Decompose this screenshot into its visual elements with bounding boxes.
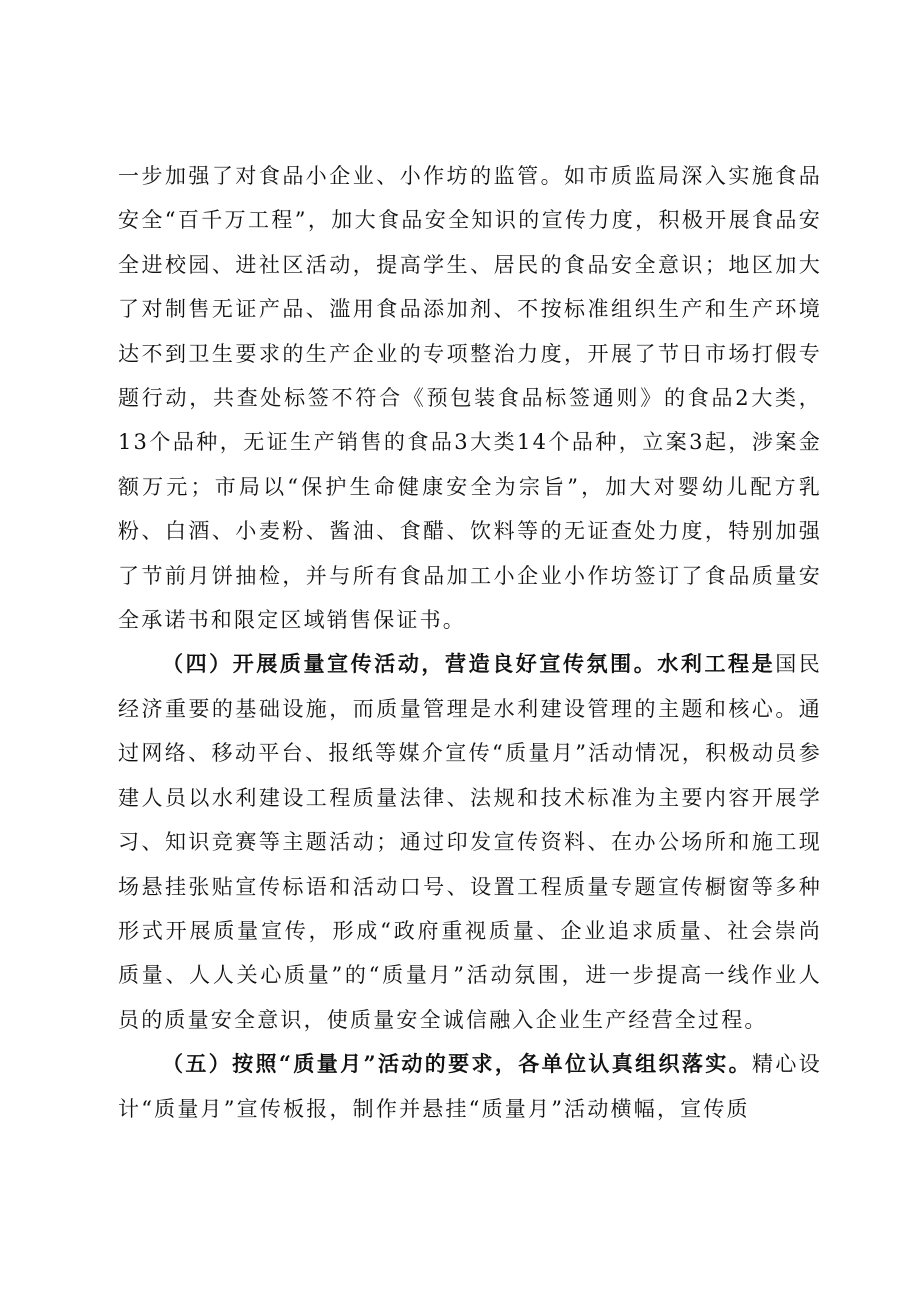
paragraph-heading: （四）开展质量宣传活动，营造良好宣传氛围。水利工程是: [162, 651, 776, 677]
paragraph-text: 精心设计“质量月”宣传板报，制作并悬挂“质量月”活动横幅，宣传质: [118, 1052, 822, 1121]
paragraph-heading: （五）按照“质量月”活动的要求，各单位认真组织落实。: [162, 1051, 753, 1077]
document-body: [118, 154, 822, 1131]
paragraph-quality-month: [118, 1042, 822, 1131]
paragraph-quality-publicity: [118, 642, 822, 1042]
paragraph-text: 国民经济重要的基础设施，而质量管理是水利建设管理的主题和核心。通过网络、移动平台、报纸等媒介宣传“质量月”活动情况，积极动员参建人员以水利建设工程质量法律、法规和技术标准为主要内容开展学习、知识竞赛等主题活动；通过印发宣传资料、在办公场所和施工现场悬挂张贴宣传标语和活动口号、设置工程质量专题宣传橱窗等多种形式开展质量宣传，形成“政府重视质量、企业追求质量、社会崇尚质量、人人关心质量”的“质量月”活动氛围，进一步提高一线作业人员的质量安全意识，使质量安全诚信融入企业生产经营全过程。: [118, 652, 822, 1032]
paragraph-text: 一步加强了对食品小企业、小作坊的监管。如市质监局深入实施食品安全“百千万工程”，加大食品安全知识的宣传力度，积极开展食品安全进校园、进社区活动，提高学生、居民的食品安全意识；地区加大了对制售无证产品、滥用食品添加剂、不按标准组织生产和生产环境达不到卫生要求的生产企业的专项整治力度，开展了节日市场打假专题行动，共查处标签不符合《预包装食品标签通则》的食品2大类，13个品种，无证生产销售的食品3大类14个品种，立案3起，涉案金额万元；市局以“保护生命健康安全为宗旨”，加大对婴幼儿配方乳粉、白酒、小麦粉、酱油、食醋、饮料等的无证查处力度，特别加强了节前月饼抽检，并与所有食品加工小企业小作坊签订了食品质量安全承诺书和限定区域销售保证书。: [118, 164, 822, 633]
paragraph-food-safety: [118, 154, 822, 642]
